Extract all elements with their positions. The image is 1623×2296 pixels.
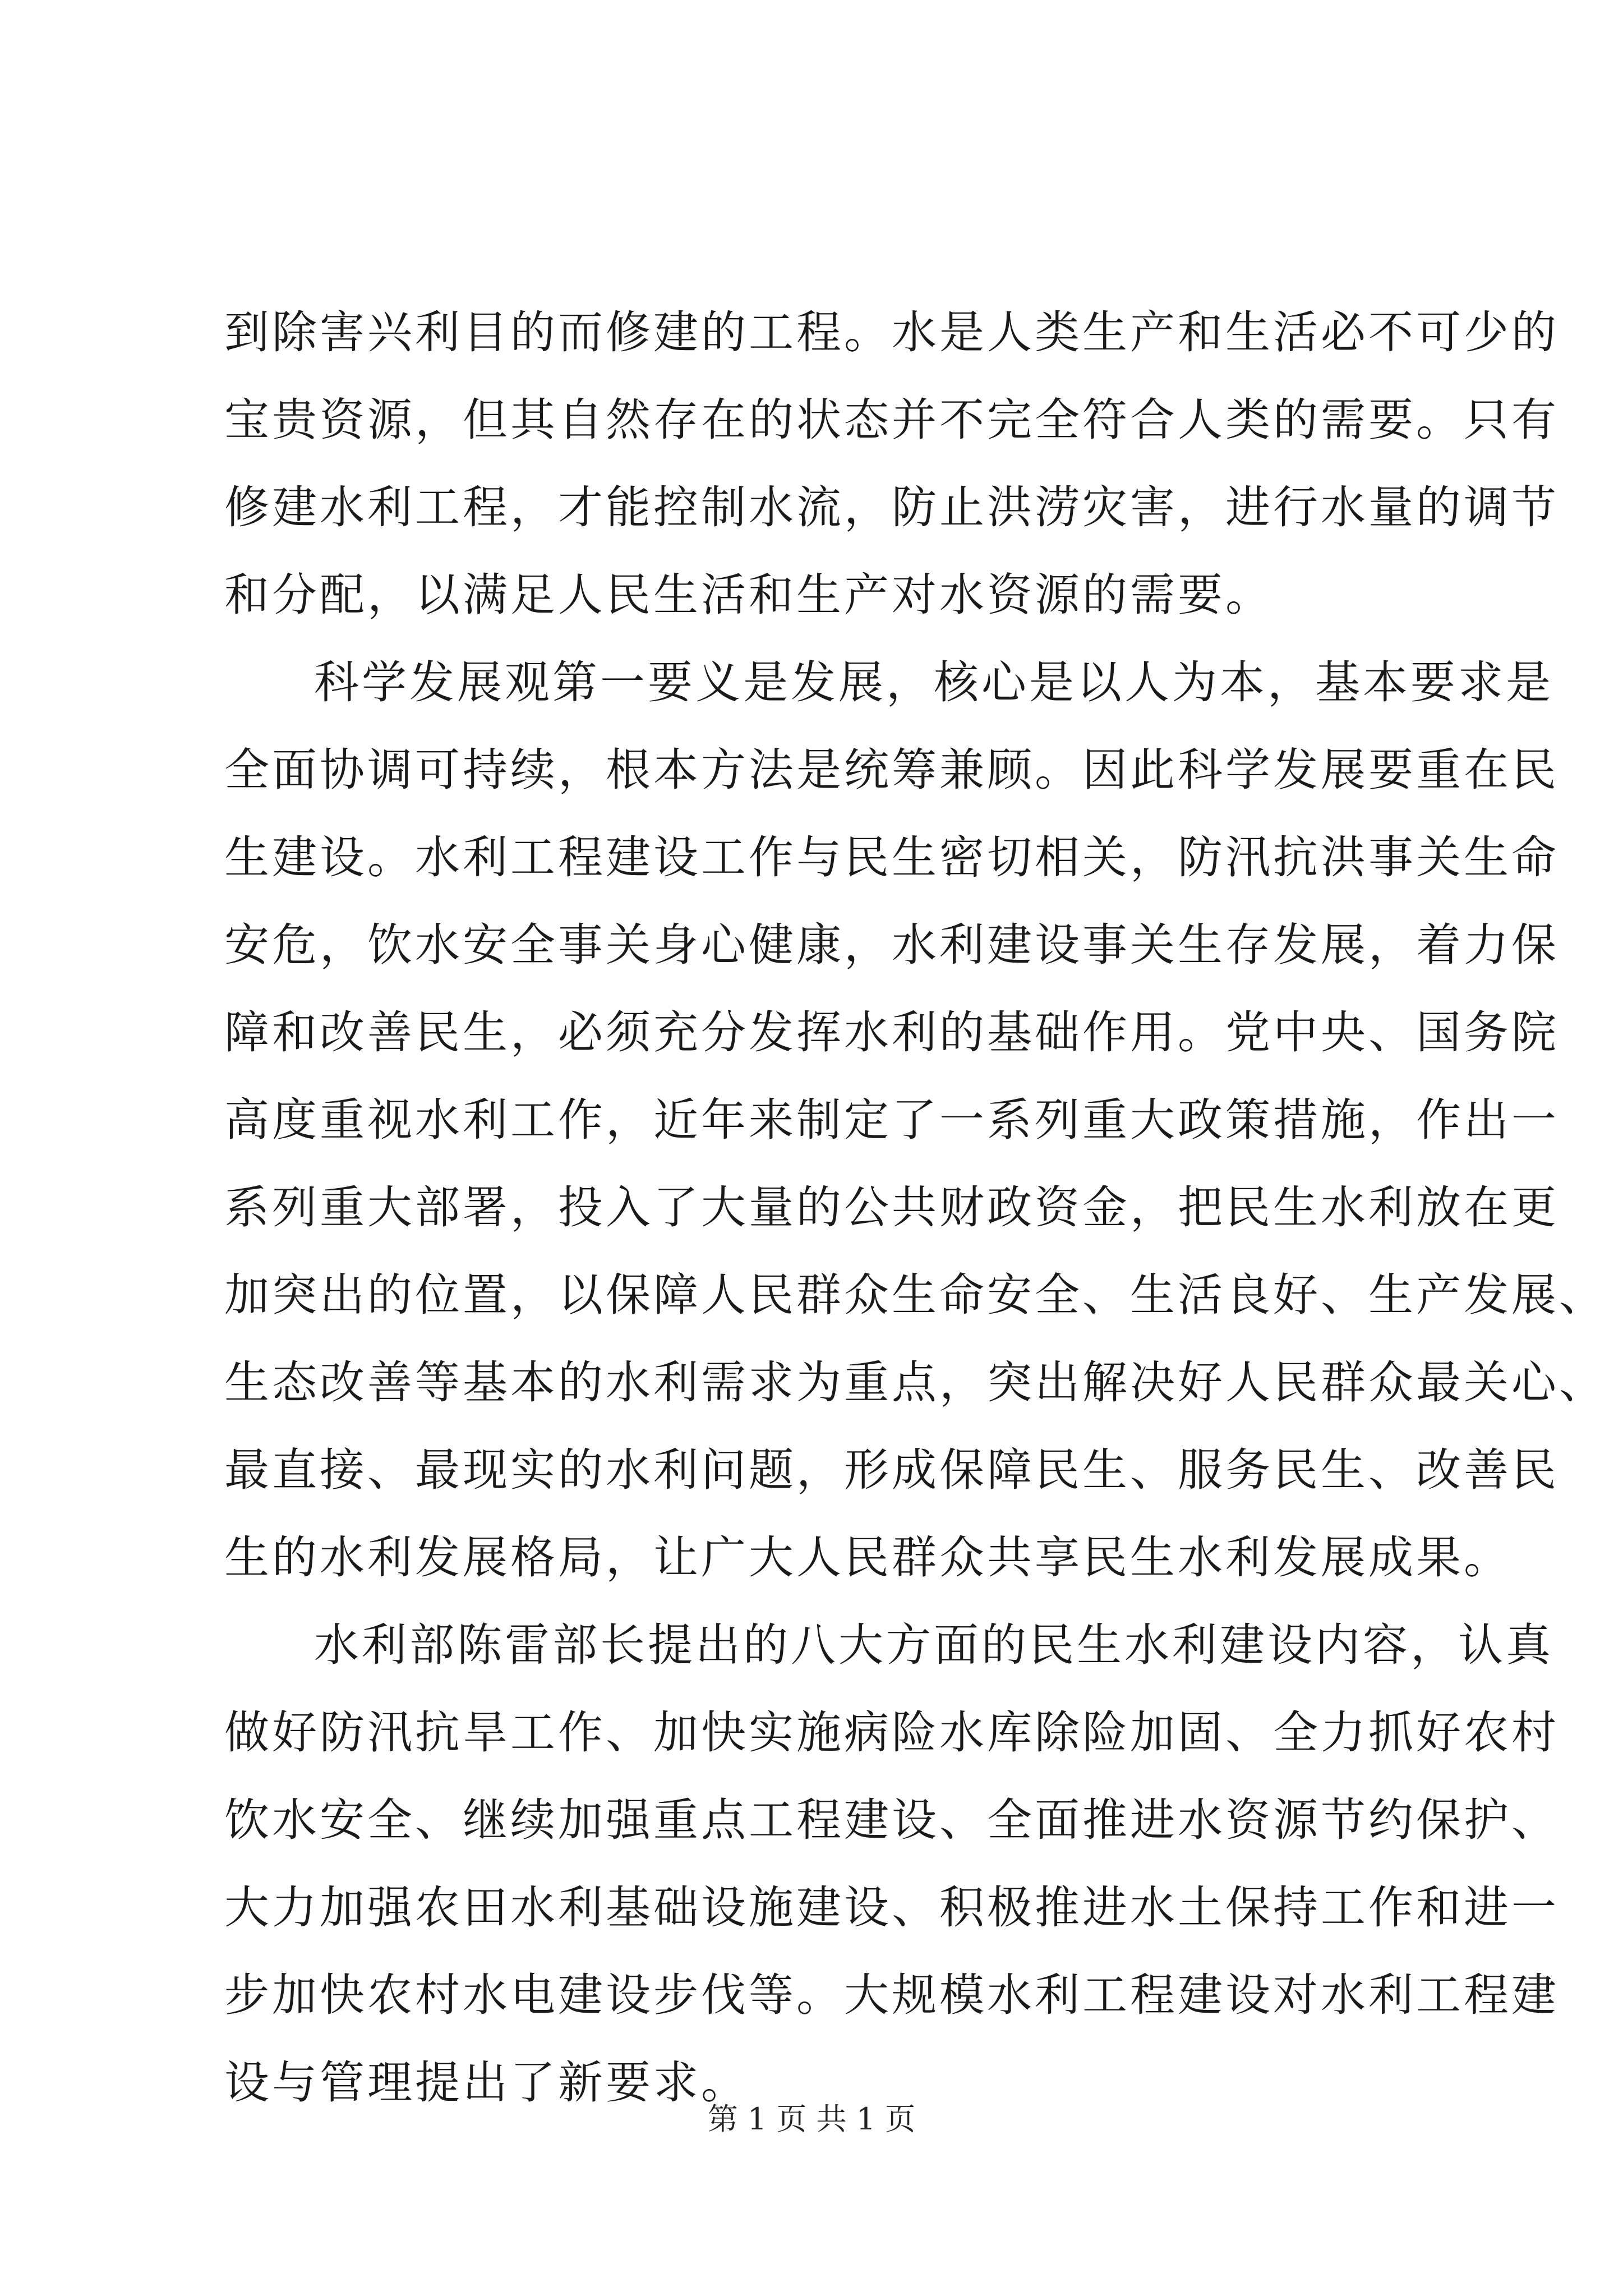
text-line: 设与管理提出了新要求。 <box>224 2056 749 2109</box>
paragraph-1 <box>224 289 1559 639</box>
text-line: 和分配，以满足人民生活和生产对水资源的需要。 <box>224 569 1273 621</box>
text-line: 大力加强农田水利基础设施建设、积极推进水土保持工作和进一 <box>224 1881 1559 1934</box>
text-line: 最直接、最现实的水利问题，形成保障民生、服务民生、改善民 <box>224 1444 1559 1496</box>
text-line: 障和改善民生，必须充分发挥水利的基础作用。党中央、国务院 <box>224 1006 1559 1059</box>
text-line: 高度重视水利工作，近年来制定了一系列重大政策措施，作出一 <box>224 1094 1559 1146</box>
text-line: 全面协调可持续，根本方法是统筹兼顾。因此科学发展要重在民 <box>224 744 1559 796</box>
paragraph-3 <box>224 1602 1559 2127</box>
text-line: 安危，饮水安全事关身心健康，水利建设事关生存发展，着力保 <box>224 919 1559 971</box>
page-number-label: 第 1 页 共 1 页 <box>707 2101 916 2137</box>
text-line: 修建水利工程，才能控制水流，防止洪涝灾害，进行水量的调节 <box>224 481 1559 533</box>
text-line: 生建设。水利工程建设工作与民生密切相关，防汛抗洪事关生命 <box>224 831 1559 884</box>
text-line: 饮水安全、继续加强重点工程建设、全面推进水资源节约保护、 <box>224 1794 1559 1846</box>
document-body <box>224 289 1607 2127</box>
text-line: 步加快农村水电建设步伐等。大规模水利工程建设对水利工程建 <box>224 1969 1559 2021</box>
text-line: 生态改善等基本的水利需求为重点，突出解决好人民群众最关心、 <box>224 1356 1607 1409</box>
text-line: 到除害兴利目的而修建的工程。水是人类生产和生活必不可少的 <box>224 306 1559 358</box>
text-line: 科学发展观第一要义是发展，核心是以人为本，基本要求是 <box>314 656 1553 708</box>
paragraph-2 <box>224 639 1607 1602</box>
text-line: 宝贵资源，但其自然存在的状态并不完全符合人类的需要。只有 <box>224 394 1559 446</box>
text-line: 做好防汛抗旱工作、加快实施病险水库除险加固、全力抓好农村 <box>224 1706 1559 1759</box>
text-line: 系列重大部署，投入了大量的公共财政资金，把民生水利放在更 <box>224 1181 1559 1234</box>
page-footer <box>0 2097 1623 2142</box>
text-line: 水利部陈雷部长提出的八大方面的民生水利建设内容，认真 <box>314 1619 1553 1671</box>
text-line: 生的水利发展格局，让广大人民群众共享民生水利发展成果。 <box>224 1531 1511 1584</box>
text-line: 加突出的位置，以保障人民群众生命安全、生活良好、生产发展、 <box>224 1269 1607 1321</box>
